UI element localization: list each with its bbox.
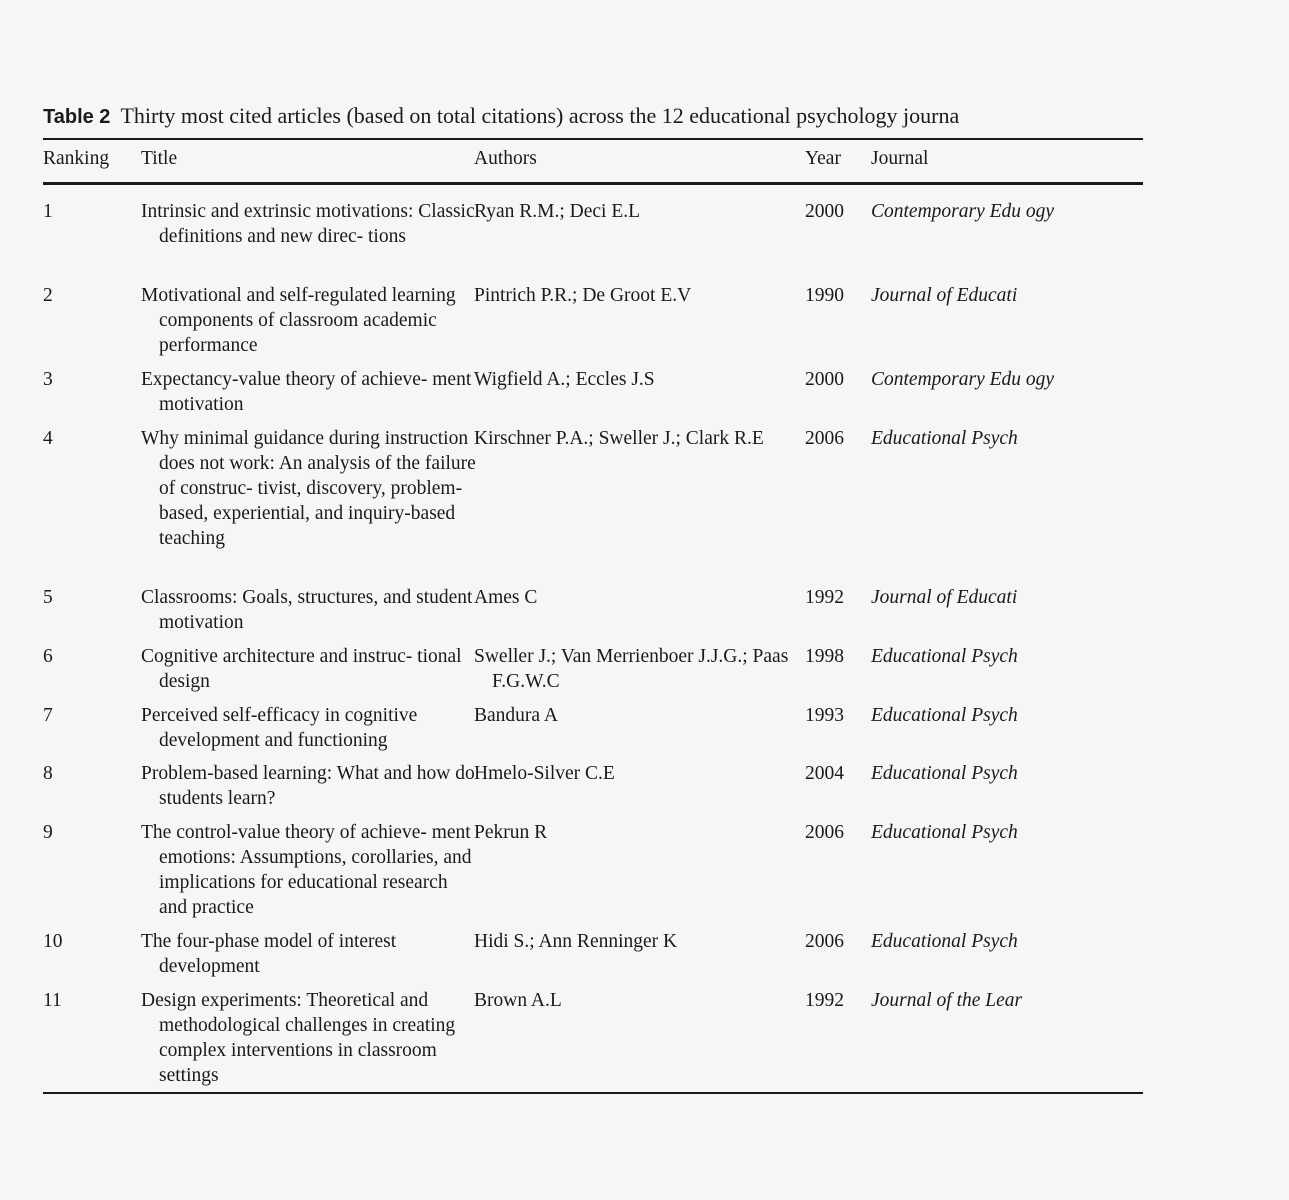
row-4-year: 2006 — [805, 428, 844, 449]
row-11-authors: Brown A.L — [474, 990, 562, 1011]
row-3-year: 2000 — [805, 369, 844, 390]
row-7-journal: Educational Psych — [871, 705, 1018, 726]
row-1-year: 2000 — [805, 201, 844, 222]
row-11-ranking: 11 — [43, 990, 62, 1011]
row-3-title: Expectancy-value theory of achieve- ment motivation — [141, 369, 472, 416]
row-10-year: 2006 — [805, 931, 844, 952]
row-4-ranking: 4 — [43, 428, 53, 449]
header-title: Title — [141, 148, 178, 169]
row-1-ranking: 1 — [43, 201, 53, 222]
row-10-ranking: 10 — [43, 931, 63, 952]
header-authors: Authors — [474, 148, 537, 169]
row-11-title: Design experiments: Theoretical and methodological challenges in creating complex interventions in classroom settings — [141, 990, 456, 1087]
row-8-authors: Hmelo-Silver C.E — [474, 763, 615, 784]
header-ranking: Ranking — [43, 148, 110, 169]
row-8-title: Problem-based learning: What and how do students learn? — [141, 763, 475, 810]
table-caption-text: Thirty most cited articles (based on total citations) across the 12 educational psychology journa — [120, 103, 960, 128]
row-9-authors: Pekrun R — [474, 822, 548, 843]
row-9-journal: Educational Psych — [871, 822, 1018, 843]
table-caption — [43, 102, 959, 131]
row-7-year: 1993 — [805, 705, 844, 726]
row-1-journal: Contemporary Edu ogy — [871, 201, 1055, 222]
row-2-year: 1990 — [805, 285, 844, 306]
row-9-year: 2006 — [805, 822, 844, 843]
table-caption-label: Table 2 — [43, 106, 111, 128]
row-3-journal: Contemporary Edu ogy — [871, 369, 1055, 390]
row-5-year: 1992 — [805, 587, 844, 608]
row-2-title: Motivational and self-regulated learning components of classroom academic performance — [141, 285, 456, 357]
row-4-title: Why minimal guidance during instruction does not work: An analysis of the failure of construc- tivist, discovery, problem-based, experiential, and inquiry-based teaching — [141, 428, 476, 550]
row-5-journal: Journal of Educati — [871, 587, 1018, 608]
row-7-title: Perceived self-efficacy in cognitive development and functioning — [141, 705, 418, 752]
header-year: Year — [805, 148, 841, 169]
row-1-title: Intrinsic and extrinsic motivations: Classic definitions and new direc- tions — [141, 201, 475, 248]
row-2-authors: Pintrich P.R.; De Groot E.V — [474, 285, 692, 306]
row-6-journal: Educational Psych — [871, 646, 1018, 667]
row-7-authors: Bandura A — [474, 705, 558, 726]
row-8-journal: Educational Psych — [871, 763, 1018, 784]
row-5-ranking: 5 — [43, 587, 53, 608]
table-bottom-rule — [43, 1092, 1143, 1094]
header-journal: Journal — [871, 148, 929, 169]
row-2-ranking: 2 — [43, 285, 53, 306]
row-9-title: The control-value theory of achieve- ment emotions: Assumptions, corollaries, and implications for educational research and practice — [141, 822, 472, 919]
row-6-ranking: 6 — [43, 646, 53, 667]
row-6-year: 1998 — [805, 646, 844, 667]
row-6-title: Cognitive architecture and instruc- tional design — [141, 646, 462, 693]
row-8-ranking: 8 — [43, 763, 53, 784]
row-10-journal: Educational Psych — [871, 931, 1018, 952]
table-header-rule — [43, 182, 1143, 185]
row-5-authors: Ames C — [474, 587, 538, 608]
row-4-authors: Kirschner P.A.; Sweller J.; Clark R.E — [474, 428, 764, 449]
row-8-year: 2004 — [805, 763, 844, 784]
row-6-authors: Sweller J.; Van Merrienboer J.J.G.; Paas F.G.W.C — [474, 646, 789, 693]
row-4-journal: Educational Psych — [871, 428, 1018, 449]
row-10-authors: Hidi S.; Ann Renninger K — [474, 931, 678, 952]
row-1-authors: Ryan R.M.; Deci E.L — [474, 201, 641, 222]
row-3-ranking: 3 — [43, 369, 53, 390]
row-10-title: The four-phase model of interest development — [141, 931, 397, 978]
row-7-ranking: 7 — [43, 705, 53, 726]
row-11-journal: Journal of the Lear — [871, 990, 1023, 1011]
row-2-journal: Journal of Educati — [871, 285, 1018, 306]
row-9-ranking: 9 — [43, 822, 53, 843]
row-3-authors: Wigfield A.; Eccles J.S — [474, 369, 655, 390]
row-11-year: 1992 — [805, 990, 844, 1011]
table-top-rule — [43, 138, 1143, 140]
row-5-title: Classrooms: Goals, structures, and student motivation — [141, 587, 473, 634]
